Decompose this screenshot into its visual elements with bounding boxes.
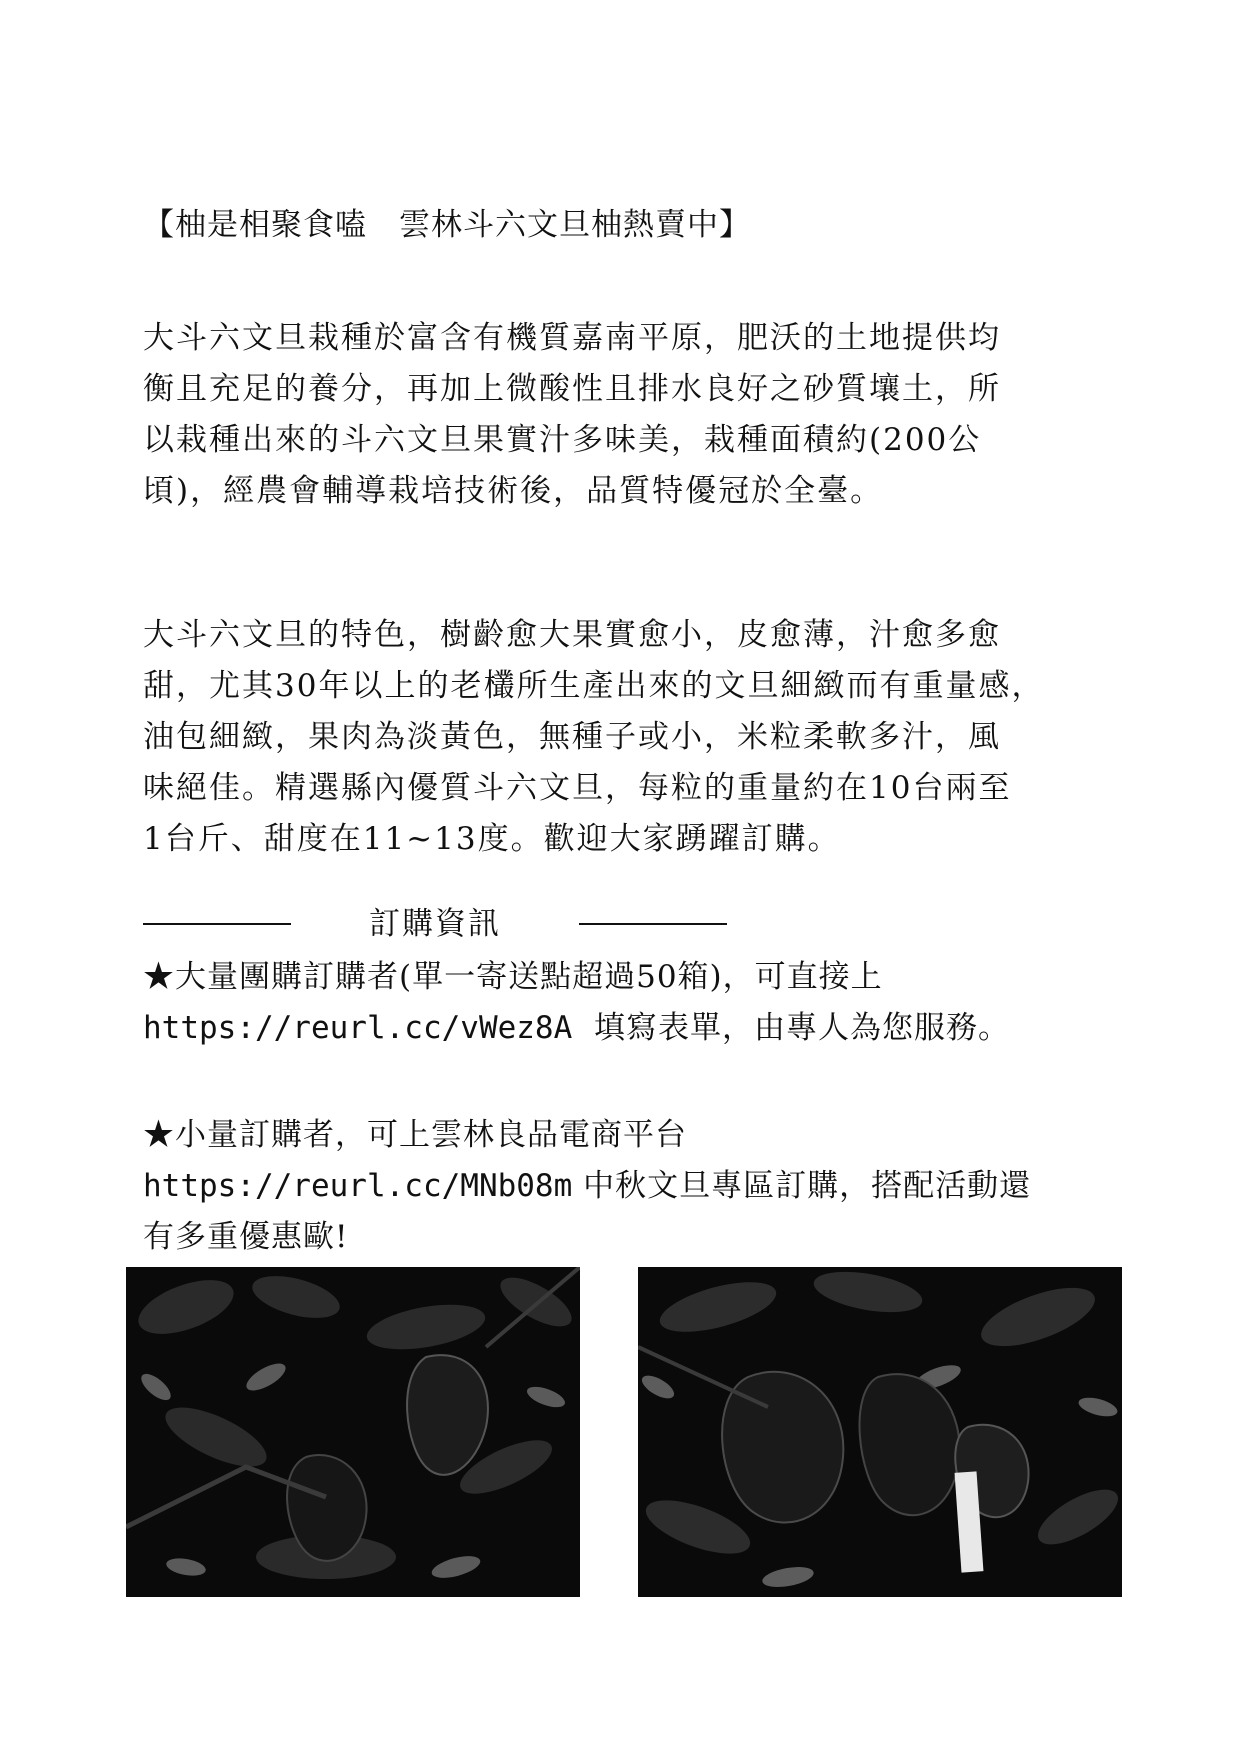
small-order-line: ★小量訂購者，可上雲林良品電商平台 <box>143 1117 687 1153</box>
pomelo-photo-left-graphic <box>126 1267 580 1597</box>
intro-paragraph <box>143 313 1143 517</box>
small-order-instruction: 中秋文旦專區訂購，搭配活動還 <box>583 1168 1032 1204</box>
bulk-order-instruction: 填寫表單，由專人為您服務。 <box>593 1010 1010 1046</box>
intro-line: 頃)，經農會輔導栽培技術後，品質特優冠於全臺。 <box>143 473 884 509</box>
pomelo-tree-photo-right <box>638 1267 1122 1597</box>
pomelo-photo-right-graphic <box>638 1267 1122 1597</box>
bulk-order-info <box>143 952 1143 1054</box>
order-section-label: 訂購資訊 <box>369 906 501 942</box>
small-order-link[interactable]: https://reurl.cc/MNb08m <box>143 1168 573 1204</box>
bulk-order-line-2 <box>143 1003 1143 1054</box>
page-title: 【柚是相聚食嗑 雲林斗六文旦柚熱賣中】 <box>143 207 751 243</box>
features-line: 1台斤、甜度在11~13度。歡迎大家踴躍訂購。 <box>143 821 841 857</box>
intro-line: 以栽種出來的斗六文旦果實汁多味美，栽種面積約(200公 <box>143 422 982 458</box>
bulk-order-line: ★大量團購訂購者(單一寄送點超過50箱)，可直接上 <box>143 959 883 995</box>
divider-left <box>143 923 291 925</box>
small-order-line-3: 有多重優惠歐! <box>143 1219 349 1255</box>
intro-line: 衡且充足的養分，再加上微酸性且排水良好之砂質壤土，所 <box>143 371 1001 407</box>
divider-right <box>579 923 727 925</box>
pomelo-tree-photo-left <box>126 1267 580 1597</box>
bulk-order-link[interactable]: https://reurl.cc/vWez8A <box>143 1010 573 1046</box>
features-paragraph <box>143 610 1143 865</box>
features-line: 味絕佳。精選縣內優質斗六文旦，每粒的重量約在10台兩至 <box>143 770 1012 806</box>
features-line: 甜，尤其30年以上的老欉所生產出來的文旦細緻而有重量感， <box>143 668 1045 704</box>
order-section-heading <box>143 904 727 944</box>
intro-line: 大斗六文旦栽種於富含有機質嘉南平原，肥沃的土地提供均 <box>143 320 1001 356</box>
features-line: 油包細緻，果肉為淡黃色，無種子或小，米粒柔軟多汁，風 <box>143 719 1001 755</box>
features-line: 大斗六文旦的特色，樹齡愈大果實愈小，皮愈薄，汁愈多愈 <box>143 617 1001 653</box>
small-order-info <box>143 1110 1143 1263</box>
small-order-line-2 <box>143 1161 1143 1212</box>
